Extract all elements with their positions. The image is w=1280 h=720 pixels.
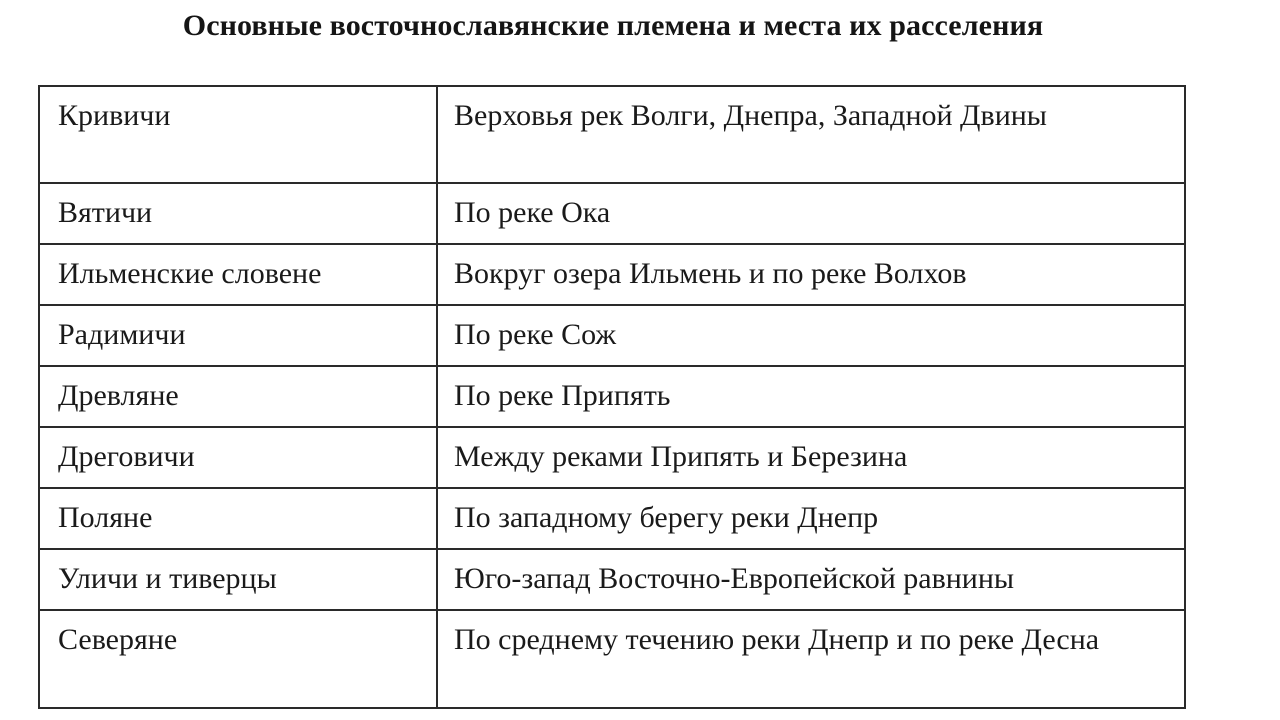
region-cell: Юго-запад Восточно-Европейской равнины xyxy=(437,549,1185,610)
tribe-cell: Вятичи xyxy=(39,183,437,244)
region-cell: Верховья рек Волги, Днепра, Западной Двины xyxy=(437,86,1185,183)
tribe-cell: Северяне xyxy=(39,610,437,708)
tribes-table xyxy=(38,85,1186,709)
tribe-cell: Поляне xyxy=(39,488,437,549)
table-row xyxy=(39,427,1185,488)
region-cell: По среднему течению реки Днепр и по реке Десна xyxy=(437,610,1185,708)
region-cell: Между реками Припять и Березина xyxy=(437,427,1185,488)
table-row xyxy=(39,86,1185,183)
table-row xyxy=(39,610,1185,708)
page-title: Основные восточнославянские племена и места их расселения xyxy=(182,9,1044,42)
tribe-cell: Радимичи xyxy=(39,305,437,366)
table-row xyxy=(39,305,1185,366)
tribe-cell: Ильменские словене xyxy=(39,244,437,305)
region-cell: Вокруг озера Ильмень и по реке Волхов xyxy=(437,244,1185,305)
tribe-cell: Древляне xyxy=(39,366,437,427)
region-cell: По реке Сож xyxy=(437,305,1185,366)
table-row xyxy=(39,549,1185,610)
tribe-cell: Дреговичи xyxy=(39,427,437,488)
region-cell: По западному берегу реки Днепр xyxy=(437,488,1185,549)
table-row xyxy=(39,366,1185,427)
tribe-cell: Уличи и тиверцы xyxy=(39,549,437,610)
table-row xyxy=(39,183,1185,244)
table-row xyxy=(39,244,1185,305)
region-cell: По реке Ока xyxy=(437,183,1185,244)
region-cell: По реке Припять xyxy=(437,366,1185,427)
tribe-cell: Кривичи xyxy=(39,86,437,183)
table-row xyxy=(39,488,1185,549)
